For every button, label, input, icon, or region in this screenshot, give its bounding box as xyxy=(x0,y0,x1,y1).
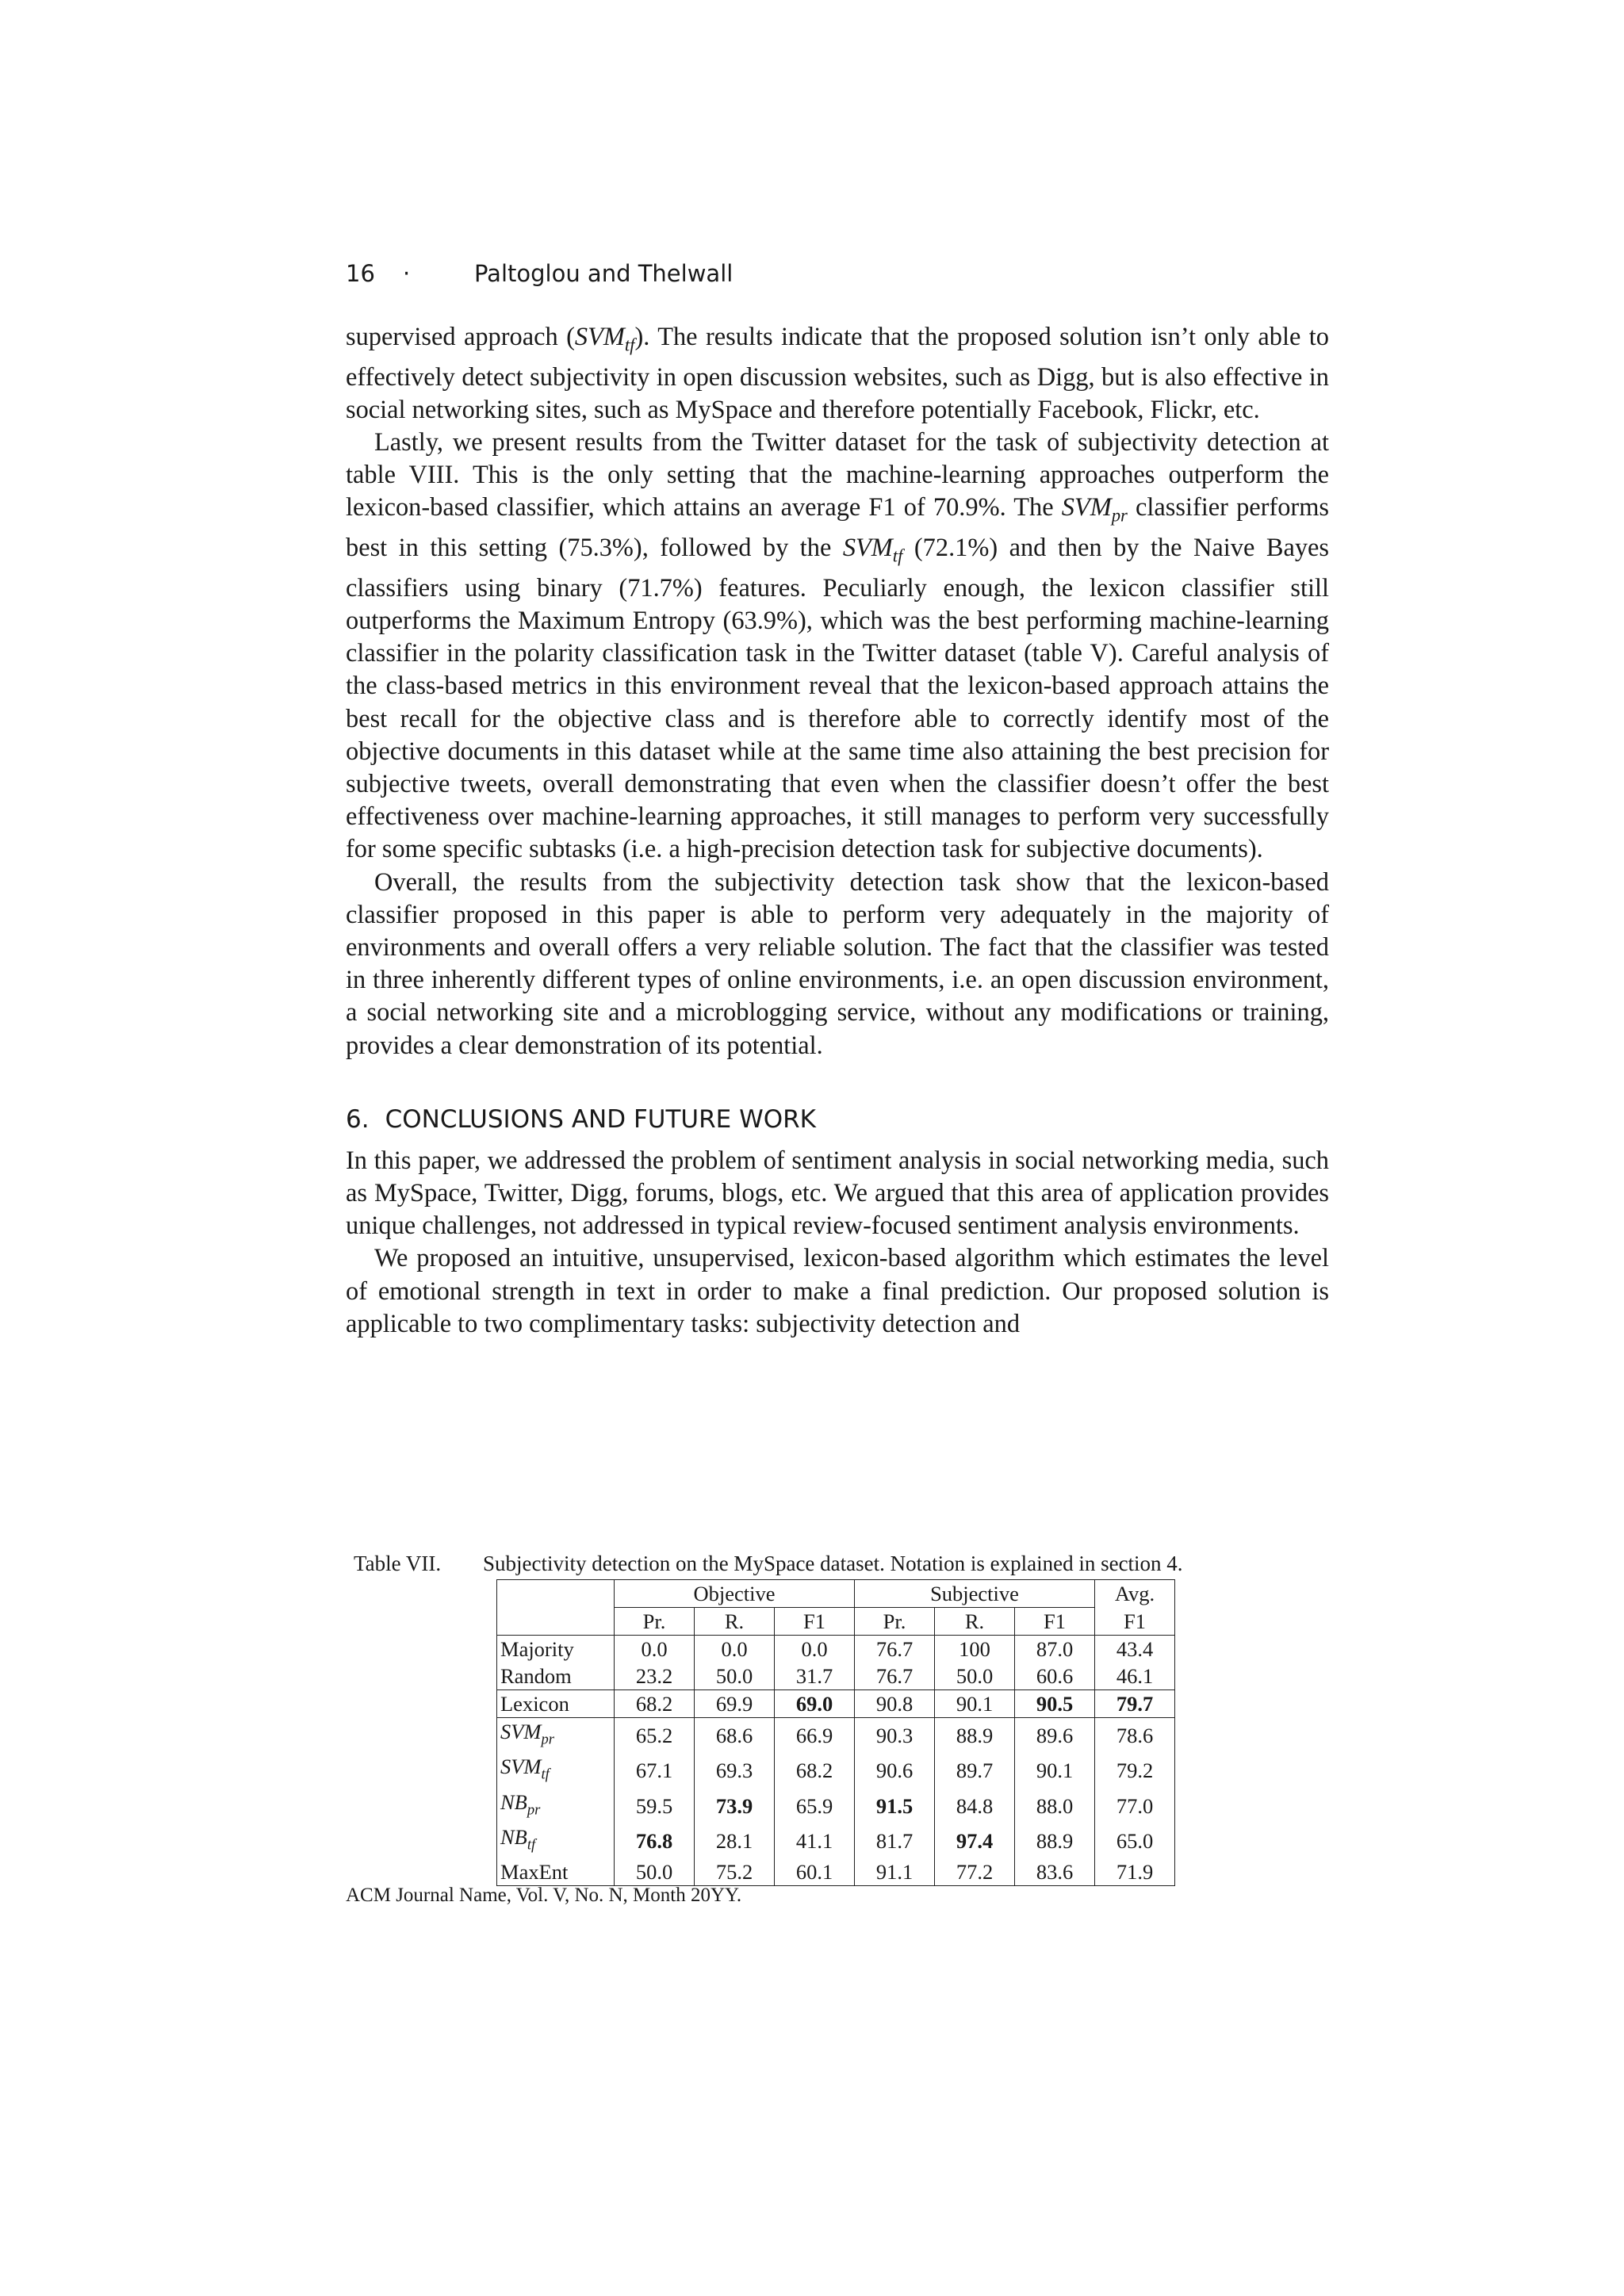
table-cell: 87.0 xyxy=(1015,1636,1095,1663)
table-cell: 0.0 xyxy=(775,1636,855,1663)
table-cell: 76.7 xyxy=(855,1636,935,1663)
sub-header: F1 xyxy=(1095,1608,1175,1636)
page-number: 16 xyxy=(346,260,375,287)
table-cell: 91.1 xyxy=(855,1858,935,1886)
sub-header: Pr. xyxy=(615,1608,695,1636)
paragraph-4: In this paper, we addressed the problem of sentiment analysis in social networking media, such as MySpace, Twitter, Digg, forums, blogs, etc. We argued that this area of application provides unique challenges, not addressed in typical review-focused sentiment analysis environments. xyxy=(346,1146,1329,1241)
math-svm-tf: $SVM_{tf}$ xyxy=(842,534,903,566)
table-group-header-row xyxy=(497,1580,1175,1608)
paragraph-1: supervised approach $(SVM_{tf})$. The results indicate that the proposed solution isn’t only able to effectively detect subjectivity in open discussion websites, such as Digg, but is also effective in social networking sites, such as MySpace and therefore potentially Facebook, Flickr, etc. xyxy=(346,323,1329,424)
section-number: 6. xyxy=(346,1104,370,1134)
table-cell: 90.1 xyxy=(935,1690,1015,1718)
paragraph-2: Lastly, we present results from the Twitter dataset for the task of subjectivity detection at table VIII. This is the only setting that the machine-learning approaches outperform the lexicon-based classifier, which attains an average F1 of 70.9%. The $SVM_{pr}$ classifier performs best in this setting (75.3%), followed by the $SVM_{tf}$ (72.1%) and then by the Naive Bayes classifiers using binary (71.7%) features. Peculiarly enough, the lexicon classifier still outperforms the Maximum Entropy (63.9%), which was the best performing machine-learning classifier in the polarity classification task in the Twitter dataset (table V). Careful analysis of the class-based metrics in this environment reveal that the lexicon-based approach attains the best recall for the objective class and is therefore able to correctly identify most of the objective documents in this dataset while at the same time also attaining the best precision for subjective tweets, overall demonstrating that even when the classifier doesn’t offer the best effectiveness over machine-learning approaches, it still manages to perform very successfully for some specific subtasks (i.e. a high-precision detection task for subjective documents). xyxy=(346,428,1330,864)
row-label: $SVM_{pr}$ xyxy=(497,1718,615,1754)
table-cell: 69.9 xyxy=(695,1690,775,1718)
row-label: Lexicon xyxy=(497,1690,615,1718)
table-row xyxy=(497,1823,1175,1858)
table-cell: 65.0 xyxy=(1095,1823,1175,1858)
table-cell: 77.2 xyxy=(935,1858,1015,1886)
row-label: MaxEnt xyxy=(497,1858,615,1886)
table-row xyxy=(497,1718,1175,1754)
table-row xyxy=(497,1789,1175,1823)
table-cell: 0.0 xyxy=(615,1636,695,1663)
table-caption-label: Table VII. xyxy=(354,1552,442,1575)
table-row xyxy=(497,1753,1175,1788)
table-cell: 46.1 xyxy=(1095,1663,1175,1690)
table-cell: 43.4 xyxy=(1095,1636,1175,1663)
table-caption xyxy=(354,1550,1337,1577)
table-cell: 31.7 xyxy=(775,1663,855,1690)
section-heading xyxy=(346,1104,1329,1135)
table-cell: 88.9 xyxy=(1015,1823,1095,1858)
header-authors: Paltoglou and Thelwall xyxy=(474,260,733,287)
table-cell: 60.1 xyxy=(775,1858,855,1886)
table-cell: 28.1 xyxy=(695,1823,775,1858)
table-cell: 89.6 xyxy=(1015,1718,1095,1754)
table-cell: 67.1 xyxy=(615,1753,695,1788)
group-header-subjective: Subjective xyxy=(855,1580,1095,1608)
sub-header: R. xyxy=(695,1608,775,1636)
table-cell: 50.0 xyxy=(935,1663,1015,1690)
row-label: $NB_{tf}$ xyxy=(497,1823,615,1858)
table-cell: 75.2 xyxy=(695,1858,775,1886)
table-caption-text: Subjectivity detection on the MySpace dataset. Notation is explained in section 4. xyxy=(483,1552,1183,1575)
table-cell: 90.1 xyxy=(1015,1753,1095,1788)
table-cell-best: 79.7 xyxy=(1095,1690,1175,1718)
table-cell: 81.7 xyxy=(855,1823,935,1858)
sub-header: R. xyxy=(935,1608,1015,1636)
table-sub-header-row xyxy=(497,1608,1175,1636)
group-header-avg: Avg. xyxy=(1095,1580,1175,1608)
table-cell: 83.6 xyxy=(1015,1858,1095,1886)
table-cell: 69.3 xyxy=(695,1753,775,1788)
table-cell: 41.1 xyxy=(775,1823,855,1858)
table-cell: 90.3 xyxy=(855,1718,935,1754)
table-cell-best: 97.4 xyxy=(935,1823,1015,1858)
group-header-objective: Objective xyxy=(615,1580,855,1608)
table-corner-cell xyxy=(497,1608,615,1636)
paragraph-3: Overall, the results from the subjectivity detection task show that the lexicon-based classifier proposed in this paper is able to perform very adequately in the majority of environments and overall offers a very reliable solution. The fact that the classifier was tested in three inherently different types of online environments, i.e. an open discussion environment, a social networking site and a microblogging service, without any modifications or training, provides a clear demonstration of its potential. xyxy=(346,867,1329,1060)
table-cell: 76.7 xyxy=(855,1663,935,1690)
table-cell: 65.2 xyxy=(615,1718,695,1754)
table-cell: 84.8 xyxy=(935,1789,1015,1823)
table-row xyxy=(497,1636,1175,1663)
sub-header: F1 xyxy=(775,1608,855,1636)
row-label: Majority xyxy=(497,1636,615,1663)
table-cell: 23.2 xyxy=(615,1663,695,1690)
table-cell: 68.6 xyxy=(695,1718,775,1754)
table-row xyxy=(497,1858,1175,1886)
table-corner-cell xyxy=(497,1580,615,1608)
header-separator: · xyxy=(403,260,411,287)
table-cell-best: 91.5 xyxy=(855,1789,935,1823)
journal-footer: ACM Journal Name, Vol. V, No. N, Month 20YY. xyxy=(346,1885,742,1906)
table-cell: 68.2 xyxy=(775,1753,855,1788)
table-cell: 79.2 xyxy=(1095,1753,1175,1788)
table-cell: 68.2 xyxy=(615,1690,695,1718)
table-cell: 66.9 xyxy=(775,1718,855,1754)
table-row xyxy=(497,1663,1175,1690)
table-cell: 90.8 xyxy=(855,1690,935,1718)
table-cell: 65.9 xyxy=(775,1789,855,1823)
table-cell: 89.7 xyxy=(935,1753,1015,1788)
running-header xyxy=(346,254,1329,293)
table-cell: 88.0 xyxy=(1015,1789,1095,1823)
row-label: $NB_{pr}$ xyxy=(497,1789,615,1823)
table-cell: 100 xyxy=(935,1636,1015,1663)
body-text xyxy=(346,321,1329,1341)
table-cell-best: 90.5 xyxy=(1015,1690,1095,1718)
section-title: CONCLUSIONS AND FUTURE WORK xyxy=(385,1104,816,1134)
math-svm-pr: $SVM_{pr}$ xyxy=(1061,493,1128,526)
table-cell: 77.0 xyxy=(1095,1789,1175,1823)
table-cell: 50.0 xyxy=(695,1663,775,1690)
table-cell: 59.5 xyxy=(615,1789,695,1823)
row-label: Random xyxy=(497,1663,615,1690)
table-cell: 60.6 xyxy=(1015,1663,1095,1690)
table-cell-best: 69.0 xyxy=(775,1690,855,1718)
table-cell: 0.0 xyxy=(695,1636,775,1663)
table-cell-best: 76.8 xyxy=(615,1823,695,1858)
table-cell: 90.6 xyxy=(855,1753,935,1788)
math-svm-tf: $SVM_{tf}$ xyxy=(574,323,635,355)
sub-header: F1 xyxy=(1015,1608,1095,1636)
table-cell-best: 73.9 xyxy=(695,1789,775,1823)
table-cell: 71.9 xyxy=(1095,1858,1175,1886)
table-cell: 88.9 xyxy=(935,1718,1015,1754)
paragraph-5: We proposed an intuitive, unsupervised, lexicon-based algorithm which estimates the level of emotional strength in text in order to make a final prediction. Our proposed solution is applicable to two complimentary tasks: subjectivity detection and xyxy=(346,1244,1329,1338)
row-label: $SVM_{tf}$ xyxy=(497,1753,615,1788)
table-cell: 50.0 xyxy=(615,1858,695,1886)
table-cell: 78.6 xyxy=(1095,1718,1175,1754)
results-table xyxy=(496,1579,1175,1886)
sub-header: Pr. xyxy=(855,1608,935,1636)
table-row xyxy=(497,1690,1175,1718)
